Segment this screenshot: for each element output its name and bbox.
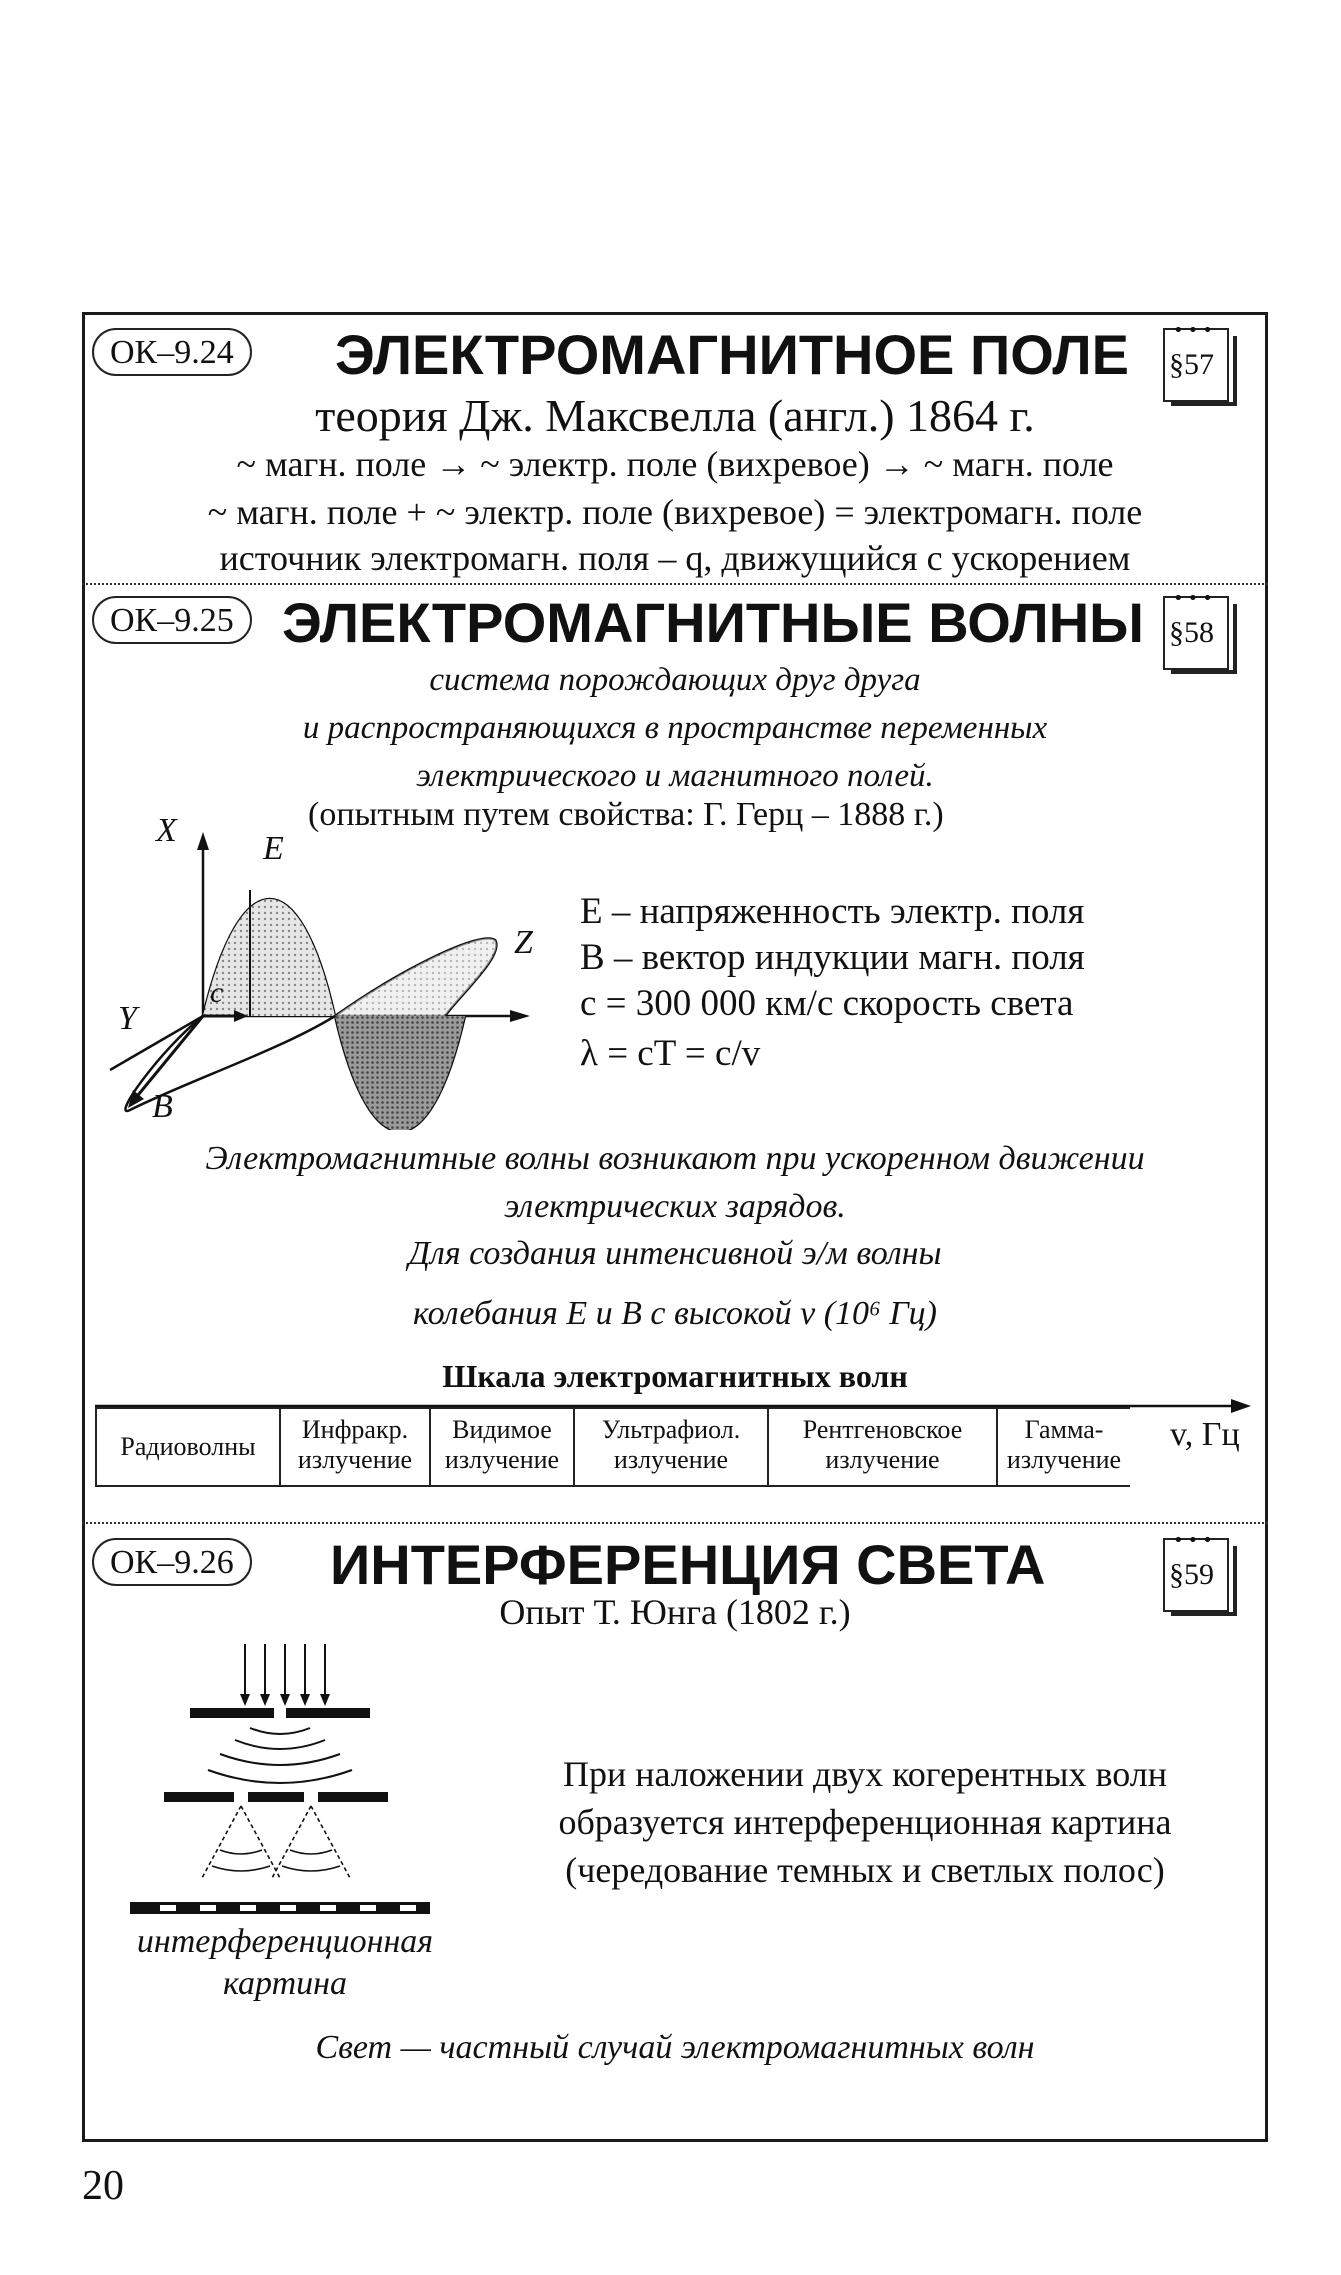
section-title: ЭЛЕКТРОМАГНИТНЫЕ ВОЛНЫ: [282, 591, 1144, 654]
section-title: ИНТЕРФЕРЕНЦИЯ СВЕТА: [330, 1533, 1046, 1596]
paragraph-ref: §58: [1169, 616, 1214, 649]
legend-e: E – напряженность электр. поля: [580, 891, 1085, 932]
scale-cell: Видимое излучение: [430, 1408, 574, 1486]
scale-title: Шкала электромагнитных волн: [442, 1358, 908, 1394]
scale-cell: Рентгеновское излучение: [768, 1408, 997, 1486]
paragraph-ref: §57: [1169, 348, 1214, 381]
section-tag: ОК–9.24: [92, 328, 252, 376]
section-divider: [82, 1522, 1268, 1524]
definition-line: электрического и магнитного полей.: [416, 758, 934, 794]
explanation-line: (чередование темных и светлых полос): [565, 1850, 1165, 1890]
emission-line: колебания E и B с высокой v (10⁶ Гц): [412, 1295, 937, 1332]
figure-caption: картина: [222, 1965, 348, 2002]
page-number: 20: [82, 2163, 124, 2209]
section-title: ЭЛЕКТРОМАГНИТНОЕ ПОЛЕ: [335, 323, 1130, 386]
explanation-line: образуется интерференционная картина: [558, 1802, 1172, 1842]
induction-line: ~ магн. поле → ~ электр. поле (вихревое) → ~ магн. поле: [236, 444, 1114, 484]
definition-line: система порождающих друг друга: [429, 662, 921, 698]
emission-line: Электромагнитные волны возникают при ускоренном движении: [205, 1140, 1145, 1177]
scale-axis-label: v, Гц: [1170, 1416, 1240, 1453]
scale-cell: Ультрафиол. излучение: [574, 1408, 768, 1486]
paragraph-ref-icon: ••• §59: [1163, 1530, 1239, 1612]
legend-lambda: λ = cT = c/v: [580, 1033, 761, 1074]
legend-c: c = 300 000 км/с скорость света: [580, 983, 1074, 1024]
definition-line: и распространяющихся в пространстве переменных: [302, 710, 1048, 746]
vector-label-c: c: [210, 976, 224, 1009]
legend-b: B – вектор индукции магн. поля: [580, 937, 1085, 978]
emission-line: Для создания интенсивной э/м волны: [408, 1235, 942, 1272]
explanation-line: При наложении двух когерентных волн: [562, 1754, 1168, 1794]
vector-label-b: B: [152, 1088, 173, 1125]
emission-line: электрических зарядов.: [504, 1188, 846, 1225]
em-scale-table: [95, 1407, 1130, 1487]
axis-label-y: Y: [118, 1000, 137, 1037]
section-tag: ОК–9.25: [92, 596, 252, 644]
scale-cell: Радиоволны: [96, 1408, 280, 1486]
section-tag: ОК–9.26: [92, 1538, 252, 1586]
scale-cell: Гамма- излучение: [997, 1408, 1130, 1486]
scale-cell: Инфракр. излучение: [280, 1408, 430, 1486]
conclusion: Свет — частный случай электромагнитных волн: [315, 2029, 1035, 2066]
young-experiment-diagram: [120, 1640, 440, 1930]
figure-caption: интерференционная: [136, 1923, 434, 1960]
paragraph-ref: §59: [1169, 1558, 1214, 1591]
axis-label-z: Z: [514, 924, 533, 961]
paragraph-ref-icon: ••• §57: [1163, 320, 1239, 402]
em-wave-diagram: [100, 820, 560, 1130]
theory-line: теория Дж. Максвелла (англ.) 1864 г.: [315, 390, 1035, 441]
discovery-note: (опытным путем свойства: Г. Герц – 1888 г.): [308, 796, 944, 833]
source-line: источник электромагн. поля – q, движущийся с ускорением: [219, 538, 1131, 578]
axis-label-x: X: [156, 812, 177, 849]
vector-label-e: E: [263, 830, 284, 867]
experiment-subtitle: Опыт Т. Юнга (1802 г.): [499, 1592, 851, 1632]
field-sum-line: ~ магн. поле + ~ электр. поле (вихревое) = электромагн. поле: [207, 492, 1143, 532]
paragraph-ref-icon: ••• §58: [1163, 588, 1239, 670]
